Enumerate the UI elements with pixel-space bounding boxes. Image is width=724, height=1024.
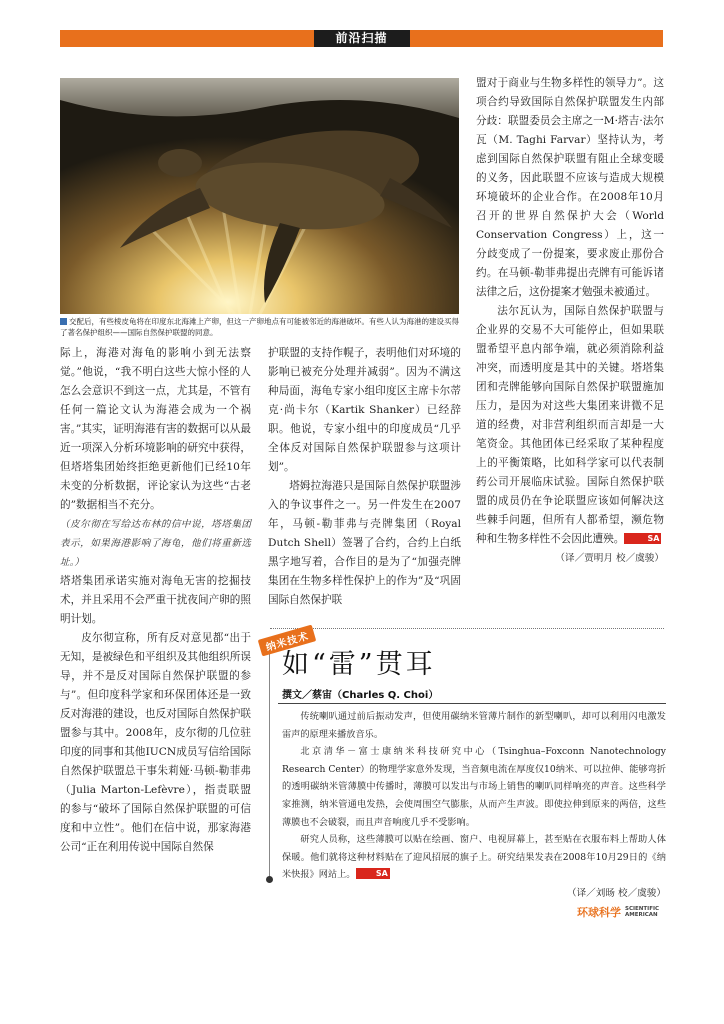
nano-category-tag: 纳米技术 bbox=[258, 625, 317, 657]
sa-end-mark: SA bbox=[356, 868, 390, 879]
nano-author: 撰文／蔡宙（Charles Q. Choi） bbox=[282, 690, 439, 701]
paragraph: 塔姆拉海港只是国际自然保护联盟涉入的争议事件之一。另一件发生在2007年，马顿-勒菲弗与壳牌集团（Royal Dutch Shell）签署了合约，合约上白纸黑字地写着，合作目的是为了“加强壳牌集团在生物多样性保护上的作为”及“巩固国际自然保护联 bbox=[268, 480, 461, 606]
nano-rule-dot bbox=[266, 876, 273, 883]
caption-marker-icon bbox=[60, 318, 67, 325]
turtle-illustration bbox=[60, 78, 459, 314]
nano-side-rule bbox=[269, 646, 270, 878]
section-title: 前沿扫描 bbox=[313, 30, 409, 47]
paragraph: 护联盟的支持作幌子，表明他们对环境的影响已被充分处理并减弱”。因为不满这种局面，海龟专家小组印度区主席卡尔蒂克·尚卡尔（Kartik Shanker）已经辞职。他说，专家小组中的印度成员“几乎全体反对国际自然保护联盟参与这项计划”。 bbox=[268, 347, 461, 473]
nano-article-body bbox=[282, 708, 666, 903]
paragraph: 塔塔集团承诺实施对海龟无害的挖掘技术，并且采用不会严重干扰夜间产卵的照明计划。 bbox=[60, 575, 251, 625]
paragraph: 传统喇叭通过前后振动发声，但使用碳纳米管薄片制作的新型喇叭，却可以利用闪电激发雷声的原理来播放音乐。 bbox=[282, 711, 666, 740]
paragraph: 研究人员称，这些薄膜可以贴在绘画、窗户、电视屏幕上，甚至贴在衣服布料上帮助人体保暖。他们就将这种材料贴在了迎风招展的旗子上。研究结果发表在2008年10月29日的《纳米快报》网站上。 SA bbox=[282, 834, 666, 881]
photo-caption: 交配后，有些棱皮龟将在印度东北海滩上产卵，但这一产卵地点有可能被邻近的海港破坏。有些人认为海港的建设买得了著名保护组织——国际自然保护联盟的同意。 bbox=[60, 317, 459, 337]
paragraph: 北京清华－富士康纳米科技研究中心（Tsinghua–Foxconn Nanotechnology Research Center）的物理学家意外发现，当音频电流在厚度仅10纳米、可以拉伸、能够弯折的透明碳纳米管薄膜中传播时，薄膜可以发出与市场上销售的喇叭同样响亮的声音。这些科学家推测，纳米管通电发热，会使周围空气膨胀，从而产生声波。即使拉伸到原来的两倍，这些薄膜也不会破裂，而且声音响度几乎不受影响。 bbox=[282, 746, 666, 828]
article-column-1 bbox=[60, 344, 251, 857]
article-column-2 bbox=[268, 344, 461, 610]
nano-title: 如“雷”贯耳 bbox=[282, 649, 436, 680]
paragraph: 皮尔彻宣称，所有反对意见都“出于无知，是被绿色和平组织及其他组织所误导，并不是反对国际自然保护联盟的参与”。但印度科学家和环保团体还是一致反对海港的建设，也反对国际自然保护联盟参与其中。2008年，皮尔彻的几位驻印度的同事和其他IUCN成员写信给国际自然保护联盟总干事朱莉娅·马顿-勒菲弗（Julia Marton-Lefèvre），指责联盟的参与“破坏了国际自然保护联盟的可信度和中立性”。他们在信中说，那家海港公司“正在利用传说中国际自然保 bbox=[60, 632, 251, 853]
nano-title-rule bbox=[278, 703, 666, 704]
paragraph: 际上，海港对海龟的影响小到无法察觉。”他说，“我不明白这些大惊小怪的人怎么会意识不到这一点，尤其是，不管有任何一篇论文认为海港会成为一个祸害。”其实，证明海港有害的数据可以从最近一项深入分析环境影响的研究中获得，但塔塔集团始终拒绝更新他们已经10年未变的分析数据，评论家认为这些“古老的”数据相当不充分。 bbox=[60, 347, 251, 511]
section-divider bbox=[270, 628, 664, 629]
section-header-bar bbox=[60, 30, 663, 47]
sea-turtle-photo bbox=[60, 78, 459, 314]
sciam-logo: SCIENTIFIC AMERICAN bbox=[625, 906, 660, 918]
paragraph: 盟对于商业与生物多样性的领导力”。这项合约导致国际自然保护联盟发生内部分歧：联盟委员会主席之一M·塔吉·法尔瓦（M. Taghi Farvar）坚持认为，考虑到国际自然保护联盟有阻止全球变暖的义务，因此联盟不应该与造成大规模环境破坏的企业合作。在2008年10月召开的世界自然保护大会（World Conservation Congress）上，这一分歧变成了一份提案，要求废止那份合约。在马顿-勒菲弗提出壳牌有可能诉诸法律之后，这份提案才勉强未被通过。 bbox=[476, 77, 664, 298]
paragraph: 法尔瓦认为，国际自然保护联盟与企业界的交易不大可能停止，但如果联盟希望平息内部争端，就必须消除利益冲突，而透明度是其中的关键。塔塔集团和壳牌能够向国际自然保护联盟施加压力，是因为对这些大集团来讲微不足道的经费，对非营利组织而言却是一大笔资金。其他团体已经采取了某种程度上的平衡策略，比如科学家可以代表制药公司开展临床试验。国际自然保护联盟的成员仍在争论联盟应该如何解决这些棘手问题，但所有人都希望，濒危物种和生物多样性不会因此遭殃。 SA bbox=[476, 305, 664, 545]
article-column-3 bbox=[476, 74, 664, 568]
magazine-name: 环球科学 bbox=[577, 906, 621, 919]
sa-end-mark: SA bbox=[624, 533, 661, 544]
nano-translator-credit: （译／刘旸 校／虞骏） bbox=[567, 887, 666, 899]
page-footer bbox=[577, 905, 659, 919]
quoted-aside: （皮尔彻在写给达布林的信中说，塔塔集团表示，如果海港影响了海龟，他们将重新选址。） bbox=[60, 519, 251, 568]
translator-credit: （译／贾明月 校／虞骏） bbox=[555, 553, 664, 564]
